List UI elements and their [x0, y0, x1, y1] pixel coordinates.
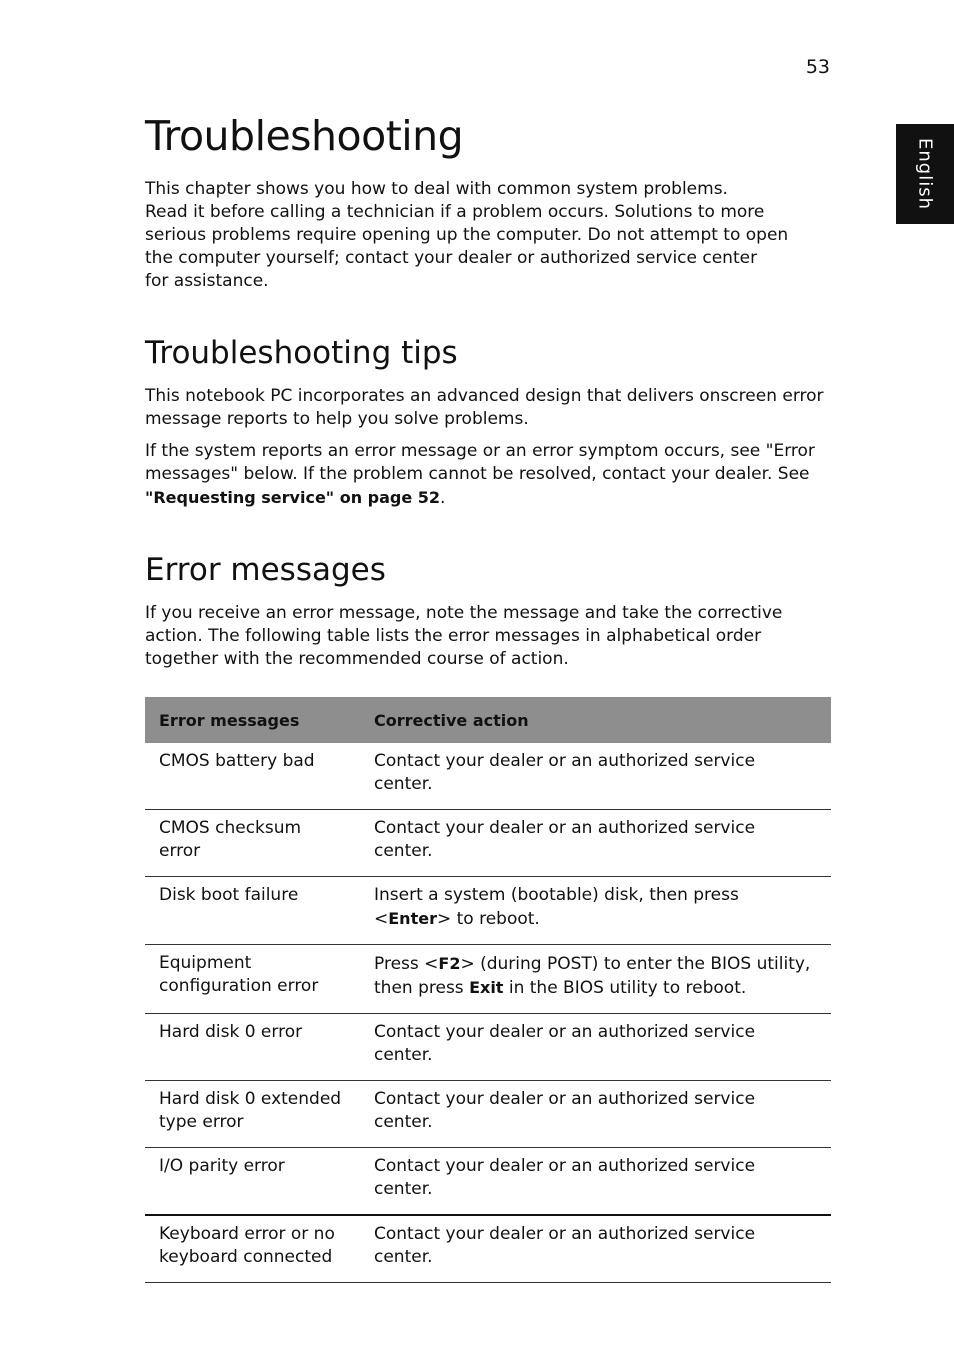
action-text: Insert a system (bootable) disk, then press < [374, 885, 739, 929]
error-message-cell: Equipment configuration error [145, 945, 360, 1014]
action-text: > to reboot. [436, 909, 540, 929]
corrective-action-cell [360, 945, 831, 1014]
error-message-cell: Keyboard error or no keyboard connected [145, 1215, 360, 1283]
table-row [145, 877, 831, 945]
error-message-cell: CMOS battery bad [145, 743, 360, 810]
error-message-cell: Hard disk 0 extended type error [145, 1081, 360, 1148]
column-header-corrective-action: Corrective action [374, 710, 529, 730]
section-title-errors: Error messages [145, 552, 386, 588]
language-tab [896, 124, 954, 224]
error-message-cell: Hard disk 0 error [145, 1014, 360, 1081]
table-row [145, 810, 831, 877]
table-row [145, 1215, 831, 1283]
table-header-row [145, 697, 831, 743]
corrective-action-cell: Contact your dealer or an authorized service center. [360, 1215, 831, 1283]
action-text: in the BIOS utility to reboot. [503, 978, 747, 998]
exit-label: Exit [469, 978, 504, 997]
corrective-action-cell: Contact your dealer or an authorized service center. [360, 743, 831, 810]
corrective-action-cell: Contact your dealer or an authorized service center. [360, 1148, 831, 1216]
error-message-cell: CMOS checksum error [145, 810, 360, 877]
table-row [145, 945, 831, 1014]
intro-line: This chapter shows you how to deal with common system problems. [145, 179, 728, 199]
corrective-action-cell: Contact your dealer or an authorized service center. [360, 810, 831, 877]
column-header-error-messages: Error messages [159, 710, 300, 730]
enter-key-label: Enter [388, 909, 437, 928]
error-messages-table [145, 697, 831, 1283]
error-message-cell: I/O parity error [145, 1148, 360, 1216]
action-text: Press < [374, 954, 439, 974]
tips-paragraph-2-text: If the system reports an error message or an error symptom occurs, see "Error messages" below. If the problem cannot be resolved, contact your dealer. See [145, 441, 815, 484]
tips-paragraph-2 [145, 440, 831, 510]
section-title-tips: Troubleshooting tips [145, 335, 458, 371]
table-row [145, 1014, 831, 1081]
tips-paragraph-1: This notebook PC incorporates an advanced design that delivers onscreen error message reports to help you solve problems. [145, 386, 824, 429]
language-tab-label: English [914, 138, 936, 210]
intro-line: serious problems require opening up the computer. Do not attempt to open [145, 225, 789, 245]
intro-line: the computer yourself; contact your dealer or authorized service center [145, 248, 758, 268]
chapter-intro [145, 178, 831, 293]
intro-line: Read it before calling a technician if a problem occurs. Solutions to more [145, 202, 765, 222]
table-row [145, 1148, 831, 1216]
table-row [145, 743, 831, 810]
corrective-action-cell: Contact your dealer or an authorized service center. [360, 1014, 831, 1081]
tips-paragraph-2-end: . [440, 488, 446, 508]
page-number: 53 [805, 56, 830, 78]
table-row [145, 1081, 831, 1148]
page-content [145, 110, 831, 1283]
corrective-action-cell: Contact your dealer or an authorized service center. [360, 1081, 831, 1148]
intro-line: for assistance. [145, 271, 269, 291]
errors-paragraph: If you receive an error message, note the message and take the corrective action. The following table lists the error messages in alphabetical order together with the recommended course of action. [145, 603, 783, 669]
requesting-service-link[interactable]: "Requesting service" on page 52 [145, 488, 441, 507]
f2-key-label: F2 [438, 954, 461, 973]
chapter-title: Troubleshooting [145, 112, 464, 160]
action-text: > (during POST) to enter the BIOS utility, then press [374, 954, 811, 998]
corrective-action-cell [360, 877, 831, 945]
error-message-cell: Disk boot failure [145, 877, 360, 945]
